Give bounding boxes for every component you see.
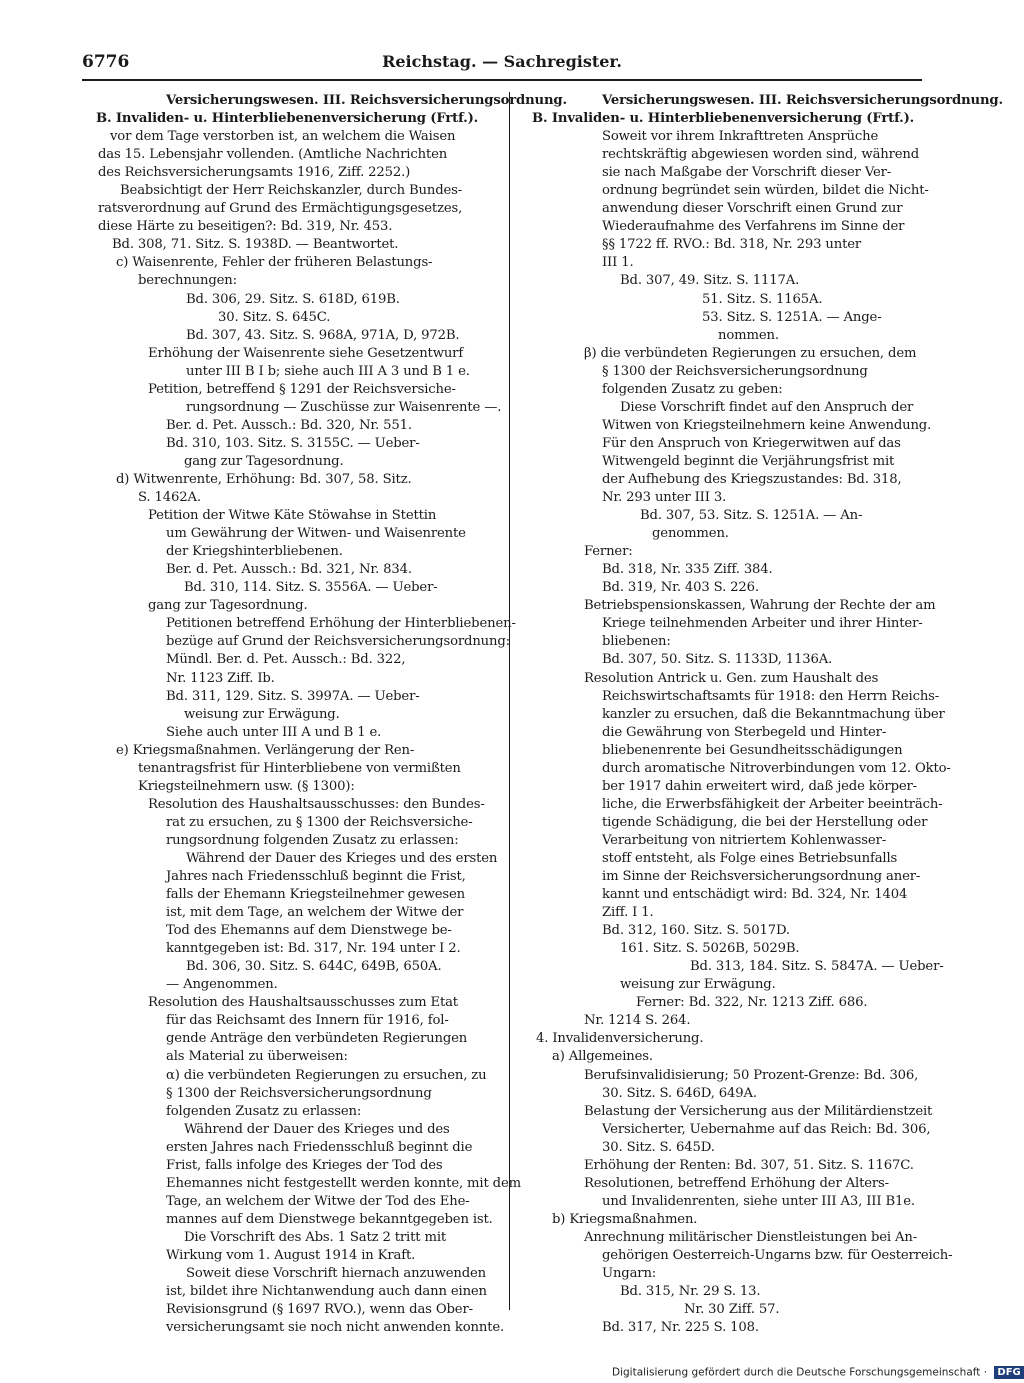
entry-line: der Kriegshinterbliebenen. [166, 544, 343, 560]
entry-line: im Sinne der Reichsversicherungsordnung aner- [602, 869, 921, 885]
section-heading-line: B. Invaliden- u. Hinterbliebenenversicherung (Frtf.). [532, 111, 915, 127]
entry-line: Bd. 312, 160. Sitz. S. 5017D. [602, 923, 790, 939]
entry-line: ist, bildet ihre Nichtanwendung auch dann einen [166, 1284, 487, 1300]
entry-line: bezüge auf Grund der Reichsversicherungsordnung: [166, 634, 510, 650]
entry-line: und Invalidenrenten, siehe unter III A3, III B1e. [602, 1193, 915, 1209]
entry-line: §§ 1722 ff. RVO.: Bd. 318, Nr. 293 unter [602, 237, 862, 253]
entry-line: Nr. 30 Ziff. 57. [684, 1302, 780, 1318]
entry-line: Nr. 1123 Ziff. Ib. [166, 670, 275, 686]
entry-line: weisung zur Erwägung. [620, 977, 776, 993]
entry-line: als Material zu überweisen: [166, 1049, 348, 1065]
entry-line: versicherungsamt sie noch nicht anwenden konnte. [166, 1320, 505, 1336]
entry-line: Witwengeld beginnt die Verjährungsfrist mit [602, 453, 895, 469]
footer [612, 1366, 1021, 1382]
entry-line: rat zu ersuchen, zu § 1300 der Reichsversiche- [166, 814, 473, 830]
entry-line: ratsverordnung auf Grund des Ermächtigungsgesetzes, [98, 201, 463, 217]
entry-line: Während der Dauer des Krieges und des [184, 1121, 450, 1137]
entry-line: unter III B I b; siehe auch III A 3 und B 1 e. [186, 363, 470, 379]
entry-line: Bd. 315, Nr. 29 S. 13. [620, 1284, 761, 1300]
entry-line: d) Witwenrente, Erhöhung: Bd. 307, 58. Sitz. [116, 471, 412, 487]
entry-line: bliebenenrente bei Gesundheitsschädigungen [602, 742, 903, 758]
entry-line: Bd. 313, 184. Sitz. S. 5847A. — Ueber- [690, 959, 944, 975]
entry-line: Diese Vorschrift findet auf den Anspruch der [620, 399, 914, 415]
entry-line: Bd. 319, Nr. 403 S. 226. [602, 580, 759, 596]
header-rule [82, 79, 922, 81]
entry-line: für das Reichsamt des Innern für 1916, fol- [166, 1013, 449, 1029]
entry-line: — Angenommen. [166, 977, 278, 993]
entry-line: Ferner: Bd. 322, Nr. 1213 Ziff. 686. [636, 995, 868, 1011]
entry-line: Bd. 311, 129. Sitz. S. 3997A. — Ueber- [166, 688, 420, 704]
entry-line: 30. Sitz. S. 646D, 649A. [602, 1085, 757, 1101]
entry-line: Bd. 317, Nr. 225 S. 108. [602, 1320, 759, 1336]
entry-line: Resolution des Haushaltsausschusses: den Bundes- [148, 796, 485, 812]
entry-line: 30. Sitz. S. 645C. [218, 309, 331, 325]
entry-line: gende Anträge den verbündeten Regierungen [166, 1031, 468, 1047]
entry-line: Erhöhung der Waisenrente siehe Gesetzentwurf [148, 345, 464, 361]
entry-line: 51. Sitz. S. 1165A. [702, 291, 823, 307]
entry-line: Jahres nach Friedensschluß beginnt die Frist, [166, 869, 466, 885]
entry-line: die Gewährung von Sterbegeld und Hinter- [602, 724, 887, 740]
entry-line: der Aufhebung des Kriegszustandes: Bd. 318, [602, 471, 902, 487]
entry-line: Nr. 1214 S. 264. [584, 1013, 691, 1029]
entry-line: Tage, an welchem der Witwe der Tod des Ehe- [166, 1193, 470, 1209]
entry-line: Beabsichtigt der Herr Reichskanzler, durch Bundes- [120, 183, 463, 199]
page-number: 6776 [82, 52, 130, 72]
entry-line: Witwen von Kriegsteilnehmern keine Anwendung. [602, 417, 932, 433]
entry-line: rungsordnung folgenden Zusatz zu erlassen: [166, 832, 459, 848]
entry-line: ersten Jahres nach Friedensschluß beginnt die [166, 1139, 473, 1155]
entry-line: kanntgegeben ist: Bd. 317, Nr. 194 unter I 2. [166, 941, 461, 957]
entry-line: Bd. 310, 114. Sitz. S. 3556A. — Ueber- [184, 580, 438, 596]
entry-line: Wiederaufnahme des Verfahrens im Sinne der [602, 219, 905, 235]
entry-line: nommen. [718, 327, 779, 343]
entry-line: e) Kriegsmaßnahmen. Verlängerung der Ren- [116, 742, 415, 758]
entry-line: tigende Schädigung, die bei der Herstellung oder [602, 814, 928, 830]
entry-line: gehörigen Oesterreich-Ungarns bzw. für Oesterreich- [602, 1248, 953, 1263]
entry-line: Für den Anspruch von Kriegerwitwen auf das [602, 435, 901, 451]
entry-line: liche, die Erwerbsfähigkeit der Arbeiter beeinträch- [602, 796, 943, 812]
entry-line: folgenden Zusatz zu geben: [602, 381, 783, 397]
entry-line: 53. Sitz. S. 1251A. — Ange- [702, 309, 882, 325]
entry-line: des Reichsversicherungsamts 1916, Ziff. 2252.) [98, 165, 411, 181]
entry-line: Ehemannes nicht festgestellt werden konnte, mit dem [166, 1175, 521, 1191]
entry-line: anwendung dieser Vorschrift einen Grund zur [602, 201, 903, 217]
entry-line: Berufsinvalidisierung; 50 Prozent-Grenze: Bd. 306, [584, 1067, 919, 1083]
dfg-logo: DFG [994, 1366, 1023, 1379]
entry-line: Bd. 307, 53. Sitz. S. 1251A. — An- [640, 508, 863, 524]
entry-line: weisung zur Erwägung. [184, 706, 340, 722]
entry-line: Erhöhung der Renten: Bd. 307, 51. Sitz. S. 1167C. [584, 1157, 914, 1173]
entry-line: stoff entsteht, als Folge eines Betriebsunfalls [602, 850, 898, 866]
footer-credit: Digitalisierung gefördert durch die Deutsche Forschungsgemeinschaft · [612, 1366, 988, 1379]
entry-line: Verarbeitung von nitriertem Kohlenwasser- [602, 832, 887, 848]
entry-line: S. 1462A. [138, 490, 201, 506]
entry-line: falls der Ehemann Kriegsteilnehmer gewesen [166, 887, 465, 903]
entry-line: Versicherter, Uebernahme auf das Reich: Bd. 306, [602, 1121, 931, 1137]
entry-line: um Gewährung der Witwen- und Waisenrente [166, 526, 466, 542]
entry-line: Resolutionen, betreffend Erhöhung der Alters- [584, 1175, 889, 1191]
entry-line: Frist, falls infolge des Krieges der Tod des [166, 1157, 443, 1173]
entry-line: Bd. 307, 50. Sitz. S. 1133D, 1136A. [602, 652, 833, 668]
left-column [82, 92, 567, 1337]
entry-line: β) die verbündeten Regierungen zu ersuchen, dem [584, 345, 917, 361]
entry-line: kanzler zu ersuchen, daß die Bekanntmachung über [602, 706, 945, 722]
entry-line: Bd. 307, 43. Sitz. S. 968A, 971A, D, 972B. [186, 327, 460, 343]
entry-line: Kriegsteilnehmern usw. (§ 1300): [138, 778, 355, 794]
entry-line: Siehe auch unter III A und B 1 e. [166, 724, 382, 740]
entry-line: gang zur Tagesordnung. [184, 453, 344, 469]
entry-line: Die Vorschrift des Abs. 1 Satz 2 tritt mit [184, 1229, 447, 1245]
entry-line: Petition, betreffend § 1291 der Reichsversiche- [148, 381, 456, 397]
entry-line: rungsordnung — Zuschüsse zur Waisenrente —. [186, 399, 502, 415]
entry-line: das 15. Lebensjahr vollenden. (Amtliche Nachrichten [98, 147, 448, 163]
entry-line: a) Allgemeines. [552, 1049, 653, 1065]
running-title: Reichstag. — Sachregister. [382, 52, 622, 71]
entry-line: Anrechnung militärischer Dienstleistungen bei An- [584, 1229, 918, 1245]
entry-line: Ferner: [584, 544, 633, 560]
entry-line: Ber. d. Pet. Aussch.: Bd. 320, Nr. 551. [166, 417, 412, 433]
entry-line: Bd. 310, 103. Sitz. S. 3155C. — Ueber- [166, 435, 420, 451]
entry-line: berechnungen: [138, 273, 237, 289]
entry-line: diese Härte zu beseitigen?: Bd. 319, Nr. 453. [98, 219, 393, 235]
entry-line: Reichswirtschaftsamts für 1918: den Herrn Reichs- [602, 688, 940, 704]
entry-line: tenantragsfrist für Hinterbliebene von vermißten [138, 760, 461, 776]
entry-line: Wirkung vom 1. August 1914 in Kraft. [166, 1248, 416, 1263]
entry-line: gang zur Tagesordnung. [148, 598, 308, 614]
right-column [518, 92, 1003, 1337]
entry-line: durch aromatische Nitroverbindungen vom 12. Okto- [602, 760, 951, 776]
entry-line: bliebenen: [602, 634, 671, 650]
entry-line: Ungarn: [602, 1266, 657, 1282]
entry-line: mannes auf dem Dienstwege bekanntgegeben ist. [166, 1211, 493, 1227]
entry-line: Soweit diese Vorschrift hiernach anzuwenden [186, 1266, 487, 1282]
entry-line: b) Kriegsmaßnahmen. [552, 1211, 698, 1227]
entry-line: α) die verbündeten Regierungen zu ersuchen, zu [166, 1067, 487, 1083]
entry-line: folgenden Zusatz zu erlassen: [166, 1103, 362, 1119]
entry-line: Nr. 293 unter III 3. [602, 490, 727, 506]
entry-line: Soweit vor ihrem Inkrafttreten Ansprüche [602, 129, 879, 145]
entry-line: genommen. [652, 526, 729, 542]
entry-line: Resolution Antrick u. Gen. zum Haushalt des [584, 670, 879, 686]
entry-line: Bd. 308, 71. Sitz. S. 1938D. — Beantwortet. [112, 237, 399, 253]
entry-line: Mündl. Ber. d. Pet. Aussch.: Bd. 322, [166, 652, 406, 668]
entry-line: Betriebspensionskassen, Wahrung der Rechte der am [584, 598, 936, 614]
entry-line: ist, mit dem Tage, an welchem der Witwe der [166, 905, 464, 921]
entry-line: sie nach Maßgabe der Vorschrift dieser Ver- [602, 165, 892, 181]
entry-line: Bd. 306, 30. Sitz. S. 644C, 649B, 650A. [186, 959, 442, 975]
entry-line: Resolution des Haushaltsausschusses zum Etat [148, 995, 458, 1011]
entry-line: Tod des Ehemanns auf dem Dienstwege be- [166, 923, 452, 939]
entry-line: Während der Dauer des Krieges und des ersten [186, 850, 498, 866]
section-heading-line: Versicherungswesen. III. Reichsversicherungsordnung. [602, 93, 1003, 108]
entry-line: Kriege teilnehmenden Arbeiter und ihrer Hinter- [602, 616, 923, 632]
column-divider [509, 92, 510, 1310]
entry-line: rechtskräftig abgewiesen worden sind, während [602, 147, 920, 163]
section-heading-line: B. Invaliden- u. Hinterbliebenenversicherung (Frtf.). [96, 111, 479, 127]
entry-line: 30. Sitz. S. 645D. [602, 1139, 715, 1155]
entry-line: Petitionen betreffend Erhöhung der Hinterbliebenen- [166, 616, 516, 632]
entry-line: III 1. [602, 255, 634, 271]
entry-line: Ber. d. Pet. Aussch.: Bd. 321, Nr. 834. [166, 562, 412, 578]
entry-line: Belastung der Versicherung aus der Militärdienstzeit [584, 1103, 933, 1119]
page-header [82, 52, 922, 78]
entry-line: kannt und entschädigt wird: Bd. 324, Nr. 1404 [602, 887, 908, 903]
entry-line: Bd. 307, 49. Sitz. S. 1117A. [620, 273, 800, 289]
entry-line: Ziff. I 1. [602, 905, 654, 921]
entry-line: vor dem Tage verstorben ist, an welchem die Waisen [110, 129, 456, 145]
entry-line: Revisionsgrund (§ 1697 RVO.), wenn das Ober- [166, 1302, 473, 1318]
entry-line: Bd. 306, 29. Sitz. S. 618D, 619B. [186, 291, 400, 307]
entry-line: ordnung begründet sein würden, bildet die Nicht- [602, 183, 929, 199]
entry-line: 161. Sitz. S. 5026B, 5029B. [620, 941, 800, 957]
entry-line: 4. Invalidenversicherung. [536, 1031, 704, 1047]
entry-line: c) Waisenrente, Fehler der früheren Belastungs- [116, 255, 433, 271]
entry-line: Petition der Witwe Käte Stöwahse in Stettin [148, 508, 437, 524]
section-heading-line: Versicherungswesen. III. Reichsversicherungsordnung. [166, 93, 567, 108]
entry-line: § 1300 der Reichsversicherungsordnung [166, 1085, 432, 1101]
entry-line: § 1300 der Reichsversicherungsordnung [602, 363, 868, 379]
entry-line: Bd. 318, Nr. 335 Ziff. 384. [602, 562, 773, 578]
entry-line: ber 1917 dahin erweitert wird, daß jede körper- [602, 778, 917, 794]
